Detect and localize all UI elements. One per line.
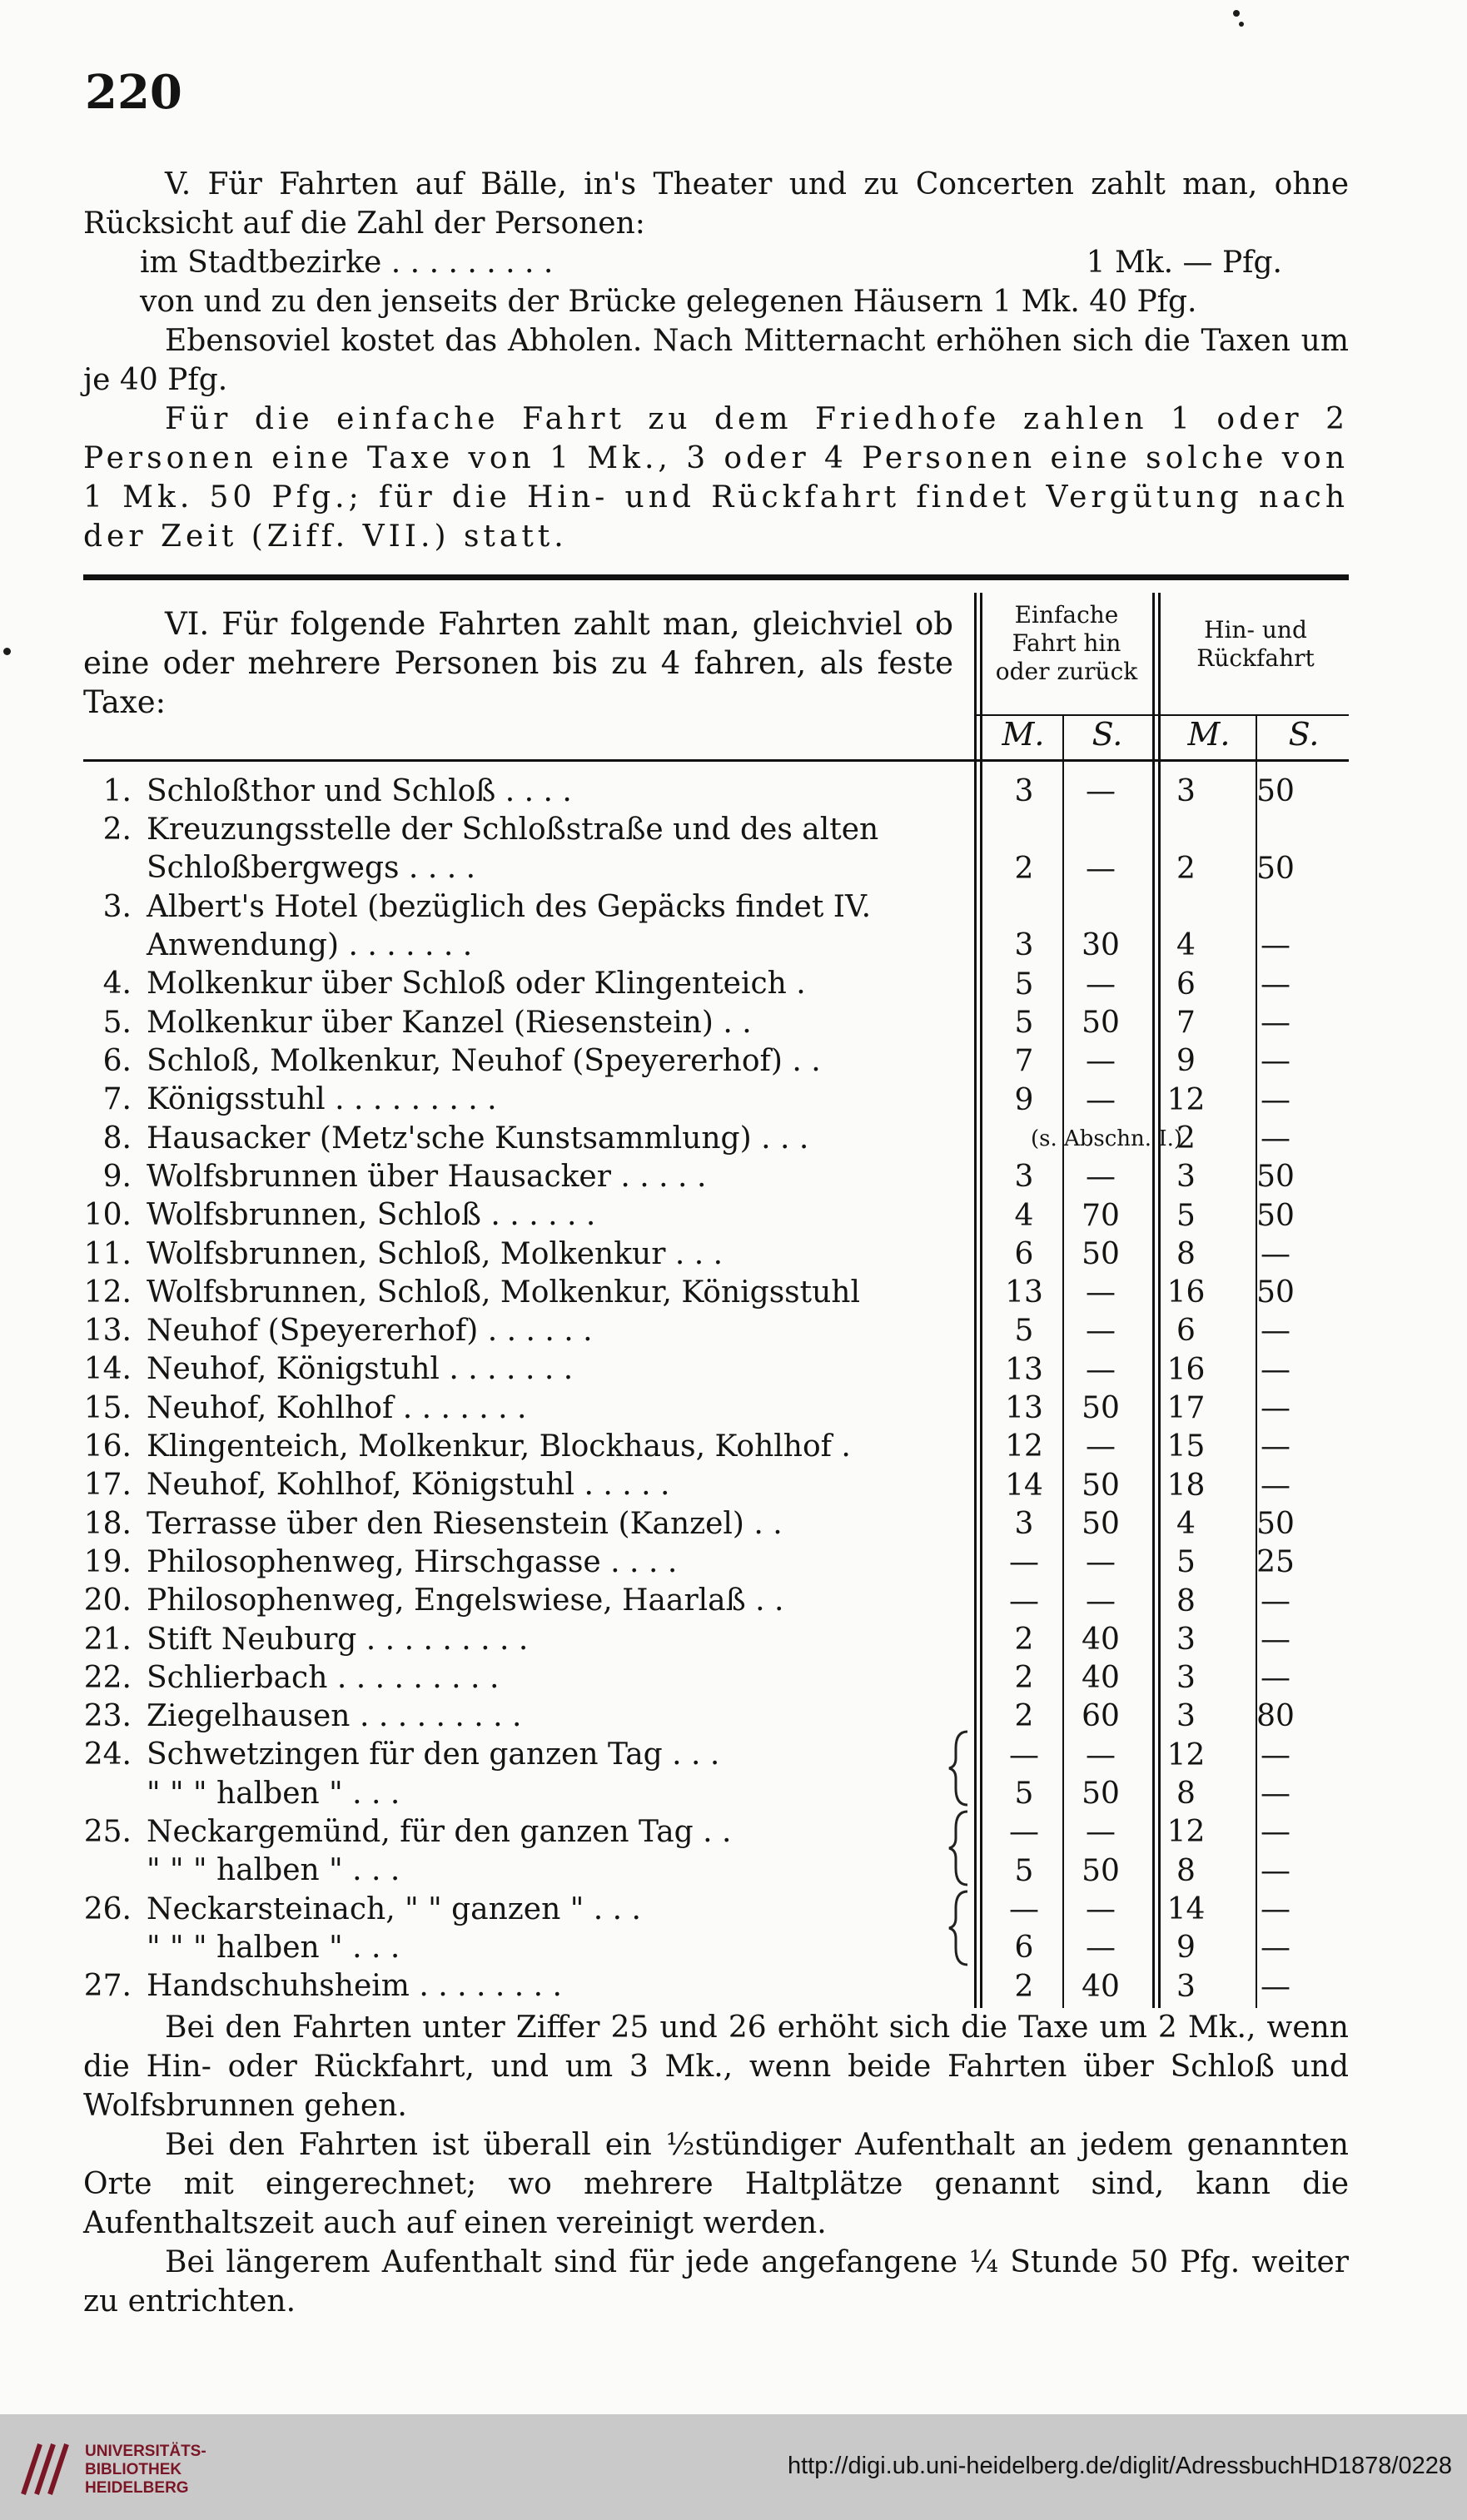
- single-trip-pfennig: —: [1086, 1815, 1116, 1850]
- row-number: 12.: [83, 1275, 132, 1310]
- single-trip-mark: 3: [1014, 1506, 1034, 1541]
- single-trip-pfennig: —: [1086, 1352, 1116, 1387]
- single-trip-pfennig: 40: [1082, 1661, 1120, 1696]
- destination: Neuhof (Speyererhof) . . . . . .: [147, 1314, 593, 1349]
- round-trip-pfennig: 80: [1256, 1699, 1295, 1734]
- round-trip-pfennig: 50: [1256, 1160, 1295, 1195]
- round-trip-mark: 5: [1176, 1545, 1196, 1580]
- scan-speck: [1233, 10, 1240, 17]
- single-trip-pfennig: 50: [1082, 1391, 1120, 1426]
- round-trip-pfennig: —: [1261, 1777, 1290, 1812]
- single-trip-mark: 3: [1014, 1160, 1034, 1195]
- round-trip-mark: 6: [1176, 967, 1196, 1002]
- round-trip-mark: 4: [1176, 928, 1196, 963]
- table-row: [75, 811, 1357, 888]
- fare-price: 1 Mk. 40 Pfg.: [992, 285, 1197, 319]
- single-trip-mark: 2: [1014, 1969, 1034, 2004]
- single-trip-pfennig: —: [1086, 1160, 1116, 1195]
- library-logo-icon: [15, 2436, 82, 2503]
- note-surcharge: Bei den Fahrten unter Ziffer 25 und 26 erhöht sich die Taxe um 2 Mk., wenn die Hin- oder Rückfahrt, und um 3 Mk., wenn beide Fahrten über Schloß und Wolfsbrunnen gehen.: [83, 2011, 1349, 2123]
- single-trip-mark: 2: [1014, 1622, 1034, 1657]
- row-number: 15.: [83, 1390, 132, 1425]
- table-row: [75, 1350, 1357, 1389]
- round-trip-pfennig: 25: [1256, 1545, 1295, 1580]
- round-trip-pfennig: —: [1261, 928, 1290, 963]
- row-number: 11.: [83, 1236, 132, 1271]
- single-trip-mark: 6: [1014, 1931, 1034, 1966]
- destination: Schlierbach . . . . . . . . .: [147, 1660, 500, 1695]
- round-trip-pfennig: —: [1261, 1815, 1290, 1850]
- round-trip-mark: 16: [1166, 1352, 1206, 1387]
- round-trip-pfennig: —: [1261, 1969, 1290, 2004]
- destination: Wolfsbrunnen, Schloß . . . . . .: [147, 1198, 596, 1233]
- destination: Molkenkur über Schloß oder Klingenteich .: [147, 967, 806, 1002]
- round-trip-pfennig: —: [1261, 1236, 1290, 1271]
- table-row: [75, 1196, 1357, 1235]
- single-trip-mark: 4: [1014, 1198, 1034, 1233]
- destination: Klingenteich, Molkenkur, Blockhaus, Kohlhof .: [147, 1429, 851, 1464]
- single-trip-mark: 14: [1005, 1468, 1043, 1503]
- table-row: [75, 1120, 1357, 1158]
- single-trip-mark: 3: [1014, 928, 1034, 963]
- fare-table-rows: [75, 773, 1357, 2006]
- single-trip-mark: —: [1009, 1545, 1039, 1580]
- destination: Schloß, Molkenkur, Neuhof (Speyererhof) . .: [147, 1044, 821, 1079]
- page-number: 220: [85, 65, 182, 120]
- row-number: 4.: [102, 967, 132, 1002]
- fare-label: [140, 282, 1197, 321]
- row-number: 22.: [83, 1660, 132, 1695]
- round-trip-mark: 15: [1166, 1429, 1206, 1464]
- single-trip-mark: 5: [1014, 1006, 1034, 1041]
- single-trip-mark: —: [1009, 1737, 1039, 1772]
- round-trip-mark: 7: [1176, 1006, 1196, 1041]
- row-number: 3.: [102, 889, 132, 924]
- round-trip-pfennig: —: [1261, 1583, 1290, 1618]
- section-v-intro: V. Für Fahrten auf Bälle, in's Theater und zu Concerten zahlt man, ohne Rücksicht auf die Zahl der Personen:: [83, 167, 1349, 241]
- single-trip-mark: —: [1009, 1815, 1039, 1850]
- pickup-note: Ebensoviel kostet das Abholen. Nach Mitternacht erhöhen sich die Taxen um je 40 Pfg.: [83, 324, 1349, 397]
- unit-mark-label: M.: [1002, 716, 1045, 753]
- single-trip-mark: 5: [1014, 1314, 1034, 1349]
- destination: Molkenkur über Kanzel (Riesenstein) . .: [147, 1005, 752, 1040]
- destination: Neckargemünd, für den ganzen Tag . .: [147, 1815, 732, 1850]
- group-brackets: [947, 1728, 972, 1968]
- destination: Ziegelhausen . . . . . . . . .: [147, 1699, 522, 1734]
- column-single-trip: Einfache Fahrt hin oder zurück: [995, 601, 1138, 685]
- table-row: [75, 1235, 1357, 1274]
- round-trip-mark: 14: [1166, 1891, 1206, 1926]
- single-trip-pfennig: —: [1086, 1429, 1116, 1464]
- single-trip-pfennig: —: [1086, 1275, 1116, 1310]
- table-row: [75, 1004, 1357, 1042]
- round-trip-mark: 18: [1166, 1468, 1206, 1503]
- single-trip-pfennig: —: [1086, 967, 1116, 1002]
- destination: Wolfsbrunnen, Schloß, Molkenkur . . .: [147, 1236, 724, 1271]
- row-number: 16.: [83, 1429, 132, 1464]
- table-row: [75, 888, 1357, 966]
- single-trip-pfennig: —: [1086, 1044, 1116, 1079]
- table-row: [75, 1389, 1357, 1428]
- table-row: [75, 1158, 1357, 1196]
- single-trip-mark: 13: [1005, 1275, 1043, 1310]
- single-trip-mark: 9: [1014, 1082, 1034, 1117]
- round-trip-mark: 8: [1176, 1777, 1196, 1812]
- single-trip-pfennig: 50: [1082, 1468, 1120, 1503]
- single-trip-pfennig: —: [1086, 1545, 1116, 1580]
- unit-pfennig-label: S.: [1288, 716, 1320, 753]
- round-trip-pfennig: 50: [1256, 774, 1295, 809]
- round-trip-mark: 3: [1176, 1699, 1196, 1734]
- single-trip-mark: 6: [1014, 1236, 1034, 1271]
- single-trip-mark: 2: [1014, 1699, 1034, 1734]
- round-trip-pfennig: —: [1261, 1352, 1290, 1387]
- table-row: [75, 1851, 1357, 1890]
- round-trip-pfennig: —: [1261, 1429, 1290, 1464]
- table-row: [75, 1736, 1357, 1774]
- library-name-line: BIBLIOTHEK: [85, 2461, 182, 2478]
- destination: Königsstuhl . . . . . . . . .: [147, 1082, 497, 1117]
- round-trip-mark: 5: [1176, 1198, 1196, 1233]
- unit-pfennig-label: S.: [1092, 716, 1123, 753]
- round-trip-pfennig: 50: [1256, 1198, 1295, 1233]
- destination: Hausacker (Metz'sche Kunstsammlung) . . .: [147, 1121, 809, 1156]
- single-trip-mark: 5: [1014, 967, 1034, 1002]
- table-row: [75, 1505, 1357, 1543]
- row-number: 23.: [83, 1699, 132, 1734]
- round-trip-mark: 2: [1176, 1121, 1196, 1156]
- library-name: [85, 2443, 206, 2498]
- note-extra-time: Bei längerem Aufenthalt sind für jede angefangene ¼ Stunde 50 Pfg. weiter zu entrichten.: [83, 2245, 1349, 2319]
- footer-notes: [83, 2008, 1349, 2321]
- column-round-trip: Hin- und Rückfahrt: [1196, 616, 1315, 672]
- round-trip-pfennig: 50: [1256, 1506, 1295, 1541]
- table-row: [75, 965, 1357, 1003]
- round-trip-pfennig: —: [1261, 1853, 1290, 1888]
- row-number: 26.: [83, 1891, 132, 1926]
- row-number: 19.: [83, 1544, 132, 1579]
- fare-line-bridge: [83, 282, 1349, 321]
- single-trip-mark: 2: [1014, 1661, 1034, 1696]
- round-trip-pfennig: —: [1261, 1891, 1290, 1926]
- round-trip-pfennig: —: [1261, 1082, 1290, 1117]
- row-number: 14.: [83, 1352, 132, 1387]
- single-trip-pfennig: —: [1086, 1891, 1116, 1926]
- round-trip-pfennig: —: [1261, 1622, 1290, 1657]
- destination: Schloßthor und Schloß . . . .: [147, 774, 572, 808]
- round-trip-mark: 3: [1176, 774, 1196, 809]
- single-trip-mark: 12: [1005, 1429, 1043, 1464]
- single-trip-mark: 2: [1014, 851, 1034, 886]
- round-trip-mark: 2: [1176, 851, 1196, 886]
- single-trip-mark: 13: [1005, 1352, 1043, 1387]
- section-divider: [83, 574, 1349, 580]
- destination: Philosophenweg, Engelswiese, Haarlaß . .: [147, 1583, 784, 1618]
- source-url-link[interactable]: http://digi.ub.uni-heidelberg.de/diglit/AdressbuchHD1878/0228: [787, 2453, 1452, 2479]
- table-row: [75, 1081, 1357, 1119]
- fare-price: 1 Mk. — Pfg.: [1086, 246, 1282, 280]
- row-number: 9.: [102, 1159, 132, 1194]
- section-v: [83, 165, 1349, 556]
- table-row: [75, 1697, 1357, 1736]
- table-row: [75, 1659, 1357, 1697]
- destination: Schwetzingen für den ganzen Tag . . .: [147, 1737, 720, 1772]
- table-row: [75, 1543, 1357, 1582]
- row-number: 2.: [102, 813, 132, 847]
- single-trip-mark: —: [1009, 1583, 1039, 1618]
- table-header-rule: [83, 759, 1349, 762]
- destination: " " " halben " . . .: [147, 1930, 400, 1965]
- round-trip-pfennig: 50: [1256, 851, 1295, 886]
- round-trip-mark: 3: [1176, 1661, 1196, 1696]
- round-trip-mark: 9: [1176, 1931, 1196, 1966]
- scan-speck: [1239, 22, 1244, 27]
- single-trip-mark: 13: [1005, 1391, 1043, 1426]
- destination: Albert's Hotel (bezüglich des Gepäcks findet IV. Anwendung) . . . . . . .: [147, 889, 872, 962]
- row-number: 25.: [83, 1815, 132, 1850]
- round-trip-mark: 4: [1176, 1506, 1196, 1541]
- round-trip-mark: 12: [1166, 1815, 1206, 1850]
- row-number: 7.: [102, 1082, 132, 1117]
- row-number: 13.: [83, 1314, 132, 1349]
- single-trip-pfennig: 50: [1082, 1236, 1120, 1271]
- round-trip-mark: 16: [1166, 1275, 1206, 1310]
- table-row: [75, 1466, 1357, 1504]
- table-row: [75, 1929, 1357, 1967]
- row-number: 8.: [102, 1121, 132, 1156]
- single-trip-pfennig: —: [1086, 1931, 1116, 1966]
- round-trip-mark: 3: [1176, 1969, 1196, 2004]
- destination: Neuhof, Kohlhof . . . . . . .: [147, 1390, 527, 1425]
- single-trip-pfennig: 40: [1082, 1622, 1120, 1657]
- single-trip-pfennig: 40: [1082, 1969, 1120, 2004]
- destination: Neuhof, Kohlhof, Königstuhl . . . . .: [147, 1468, 670, 1503]
- destination: Neuhof, Königstuhl . . . . . . .: [147, 1352, 574, 1387]
- round-trip-pfennig: —: [1261, 967, 1290, 1002]
- round-trip-pfennig: —: [1261, 1121, 1290, 1156]
- single-trip-mark: 5: [1014, 1777, 1034, 1812]
- table-row: [75, 1312, 1357, 1350]
- single-trip-pfennig: —: [1086, 1082, 1116, 1117]
- round-trip-pfennig: 50: [1256, 1275, 1295, 1310]
- round-trip-mark: 12: [1166, 1737, 1206, 1772]
- destination: Wolfsbrunnen, Schloß, Molkenkur, Königsstuhl: [147, 1275, 861, 1310]
- destination: " " " halben " . . .: [147, 1853, 400, 1888]
- single-trip-mark: 3: [1014, 774, 1034, 809]
- library-name-line: UNIVERSITÄTS-: [85, 2443, 206, 2460]
- row-number: 21.: [83, 1622, 132, 1657]
- table-row: [75, 1428, 1357, 1466]
- table-row: [75, 1967, 1357, 2006]
- table-row: [75, 1621, 1357, 1659]
- round-trip-mark: 8: [1176, 1236, 1196, 1271]
- round-trip-pfennig: —: [1261, 1314, 1290, 1349]
- row-number: 20.: [83, 1583, 132, 1618]
- section-vi-header: VI. Für folgende Fahrten zahlt man, gleichviel ob eine oder mehrere Personen bis zu 4 fahren, als feste Taxe:: [83, 606, 953, 720]
- round-trip-mark: 17: [1166, 1391, 1206, 1426]
- row-number: 1.: [102, 774, 132, 808]
- round-trip-pfennig: —: [1261, 1006, 1290, 1041]
- destination: Wolfsbrunnen über Hausacker . . . . .: [147, 1159, 707, 1194]
- row-number: 10.: [83, 1198, 132, 1233]
- round-trip-pfennig: —: [1261, 1931, 1290, 1966]
- single-trip-pfennig: 30: [1082, 928, 1120, 963]
- scan-speck: [3, 648, 11, 655]
- table-row: [75, 773, 1357, 811]
- destination: Philosophenweg, Hirschgasse . . . .: [147, 1544, 678, 1579]
- round-trip-mark: 8: [1176, 1853, 1196, 1888]
- single-trip-pfennig: 70: [1082, 1198, 1120, 1233]
- round-trip-mark: 8: [1176, 1583, 1196, 1618]
- single-trip-pfennig: —: [1086, 1737, 1116, 1772]
- destination: Handschuhsheim . . . . . . . .: [147, 1969, 562, 2004]
- destination: Terrasse über den Riesenstein (Kanzel) . .: [147, 1506, 783, 1541]
- destination: Kreuzungsstelle der Schloßstraße und des alten Schloßbergwegs . . . .: [147, 813, 879, 886]
- destination: Neckarsteinach, " " ganzen " . . .: [147, 1891, 641, 1926]
- destination: Stift Neuburg . . . . . . . . .: [147, 1622, 529, 1657]
- single-trip-note: (s. Abschn. I.): [1030, 1126, 1183, 1151]
- single-trip-pfennig: —: [1086, 1583, 1116, 1618]
- round-trip-mark: 3: [1176, 1622, 1196, 1657]
- table-row: [75, 1813, 1357, 1851]
- single-trip-pfennig: 50: [1082, 1506, 1120, 1541]
- single-trip-pfennig: 60: [1082, 1699, 1120, 1734]
- note-stopover: Bei den Fahrten ist überall ein ½stündiger Aufenthalt an jedem genannten Orte mit eingerechnet; wo mehrere Haltplätze genannt sind, kann die Aufenthaltszeit auch auf einen vereinigt werden.: [83, 2128, 1349, 2240]
- table-row: [75, 1582, 1357, 1620]
- round-trip-pfennig: —: [1261, 1737, 1290, 1772]
- row-number: 6.: [102, 1044, 132, 1079]
- row-number: 17.: [83, 1468, 132, 1503]
- fare-line-city: [83, 243, 1349, 282]
- single-trip-mark: 5: [1014, 1853, 1034, 1888]
- library-name-line: HEIDELBERG: [85, 2479, 189, 2497]
- table-row: [75, 1775, 1357, 1813]
- single-trip-pfennig: —: [1086, 851, 1116, 886]
- fare-label: im Stadtbezirke . . . . . . . . .: [140, 246, 554, 280]
- single-trip-pfennig: 50: [1082, 1853, 1120, 1888]
- row-number: 18.: [83, 1506, 132, 1541]
- round-trip-pfennig: —: [1261, 1661, 1290, 1696]
- row-number: 24.: [83, 1737, 132, 1772]
- single-trip-pfennig: —: [1086, 774, 1116, 809]
- row-number: 27.: [83, 1969, 132, 2004]
- single-trip-pfennig: 50: [1082, 1006, 1120, 1041]
- row-number: 5.: [102, 1005, 132, 1040]
- round-trip-pfennig: —: [1261, 1391, 1290, 1426]
- destination: " " " halben " . . .: [147, 1776, 400, 1811]
- round-trip-mark: 12: [1166, 1082, 1206, 1117]
- cemetery-note: Für die einfache Fahrt zu dem Friedhofe zahlen 1 oder 2 Personen eine Taxe von 1 Mk., 3 oder 4 Personen eine solche von 1 Mk. 50 Pfg.; für die Hin- und Rückfahrt findet Vergütung nach der Zeit (Ziff. VII.) statt.: [83, 402, 1349, 554]
- round-trip-mark: 6: [1176, 1314, 1196, 1349]
- table-row: [75, 1891, 1357, 1929]
- round-trip-pfennig: —: [1261, 1468, 1290, 1503]
- table-row: [75, 1274, 1357, 1312]
- single-trip-pfennig: —: [1086, 1314, 1116, 1349]
- fare-label-text: von und zu den jenseits der Brücke gelegenen Häusern: [140, 285, 983, 319]
- single-trip-pfennig: 50: [1082, 1777, 1120, 1812]
- unit-mark-label: M.: [1187, 716, 1231, 753]
- table-row: [75, 1042, 1357, 1081]
- round-trip-pfennig: —: [1261, 1044, 1290, 1079]
- round-trip-mark: 9: [1176, 1044, 1196, 1079]
- single-trip-mark: —: [1009, 1891, 1039, 1926]
- round-trip-mark: 3: [1176, 1160, 1196, 1195]
- single-trip-mark: 7: [1014, 1044, 1034, 1079]
